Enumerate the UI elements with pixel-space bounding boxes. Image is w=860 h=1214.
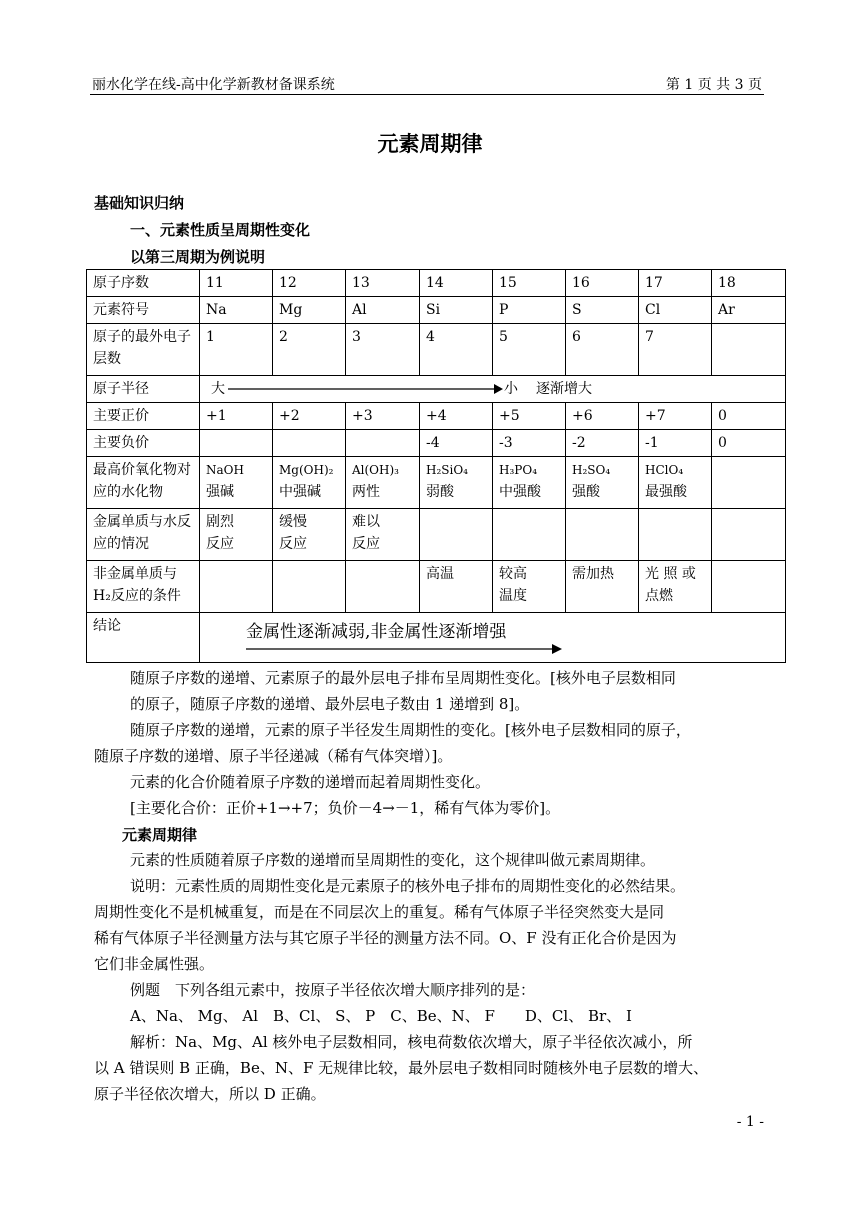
cell: Al [346, 297, 420, 324]
cell: HClO₄ 最强酸 [639, 457, 712, 509]
cell [346, 561, 420, 613]
cell: Na [200, 297, 273, 324]
cell: H₂SiO₄ 弱酸 [420, 457, 493, 509]
law-heading: 元素周期律 [122, 826, 198, 844]
cell: H₂SO₄ 强酸 [566, 457, 639, 509]
paragraph: 说明：元素性质的周期性变化是元素原子的核外电子排布的周期性变化的必然结果。 [130, 877, 686, 895]
cell: +1 [200, 403, 273, 430]
cell [420, 509, 493, 561]
row-symbol [87, 297, 786, 324]
row-radius [87, 376, 786, 403]
cell [712, 561, 786, 613]
cell: 11 [200, 270, 273, 297]
cell: Si [420, 297, 493, 324]
label-hydrate: 最高价氧化物对应的水化物 [87, 457, 200, 509]
row-water [87, 509, 786, 561]
label-water: 金属单质与水反应的情况 [87, 509, 200, 561]
paragraph: 稀有气体原子半径测量方法与其它原子半径的测量方法不同。O、F 没有正化合价是因为 [94, 929, 677, 947]
row-positive-valence [87, 403, 786, 430]
cell: Mg(OH)₂ 中强碱 [273, 457, 346, 509]
page-number: - 1 - [736, 1114, 764, 1130]
cell: S [566, 297, 639, 324]
cell: 13 [346, 270, 420, 297]
cell [273, 561, 346, 613]
header-right: 第 1 页 共 3 页 [665, 77, 762, 93]
paragraph: A、Na、 Mg、 Al B、Cl、 S、 P C、Be、N、 F D、Cl、 Br、 I [130, 1007, 632, 1025]
paragraph: 它们非金属性强。 [94, 955, 215, 973]
cell: 4 [420, 324, 493, 376]
row-conclusion [87, 613, 786, 663]
cell: 难以 反应 [346, 509, 420, 561]
row-negative-valence [87, 430, 786, 457]
row-h2-condition [87, 561, 786, 613]
radius-arrow [228, 382, 503, 396]
section-heading: 基础知识归纳 [94, 194, 185, 212]
cell [273, 430, 346, 457]
subheading-1: 一、元素性质呈周期性变化 [130, 221, 311, 239]
label-neg: 主要负价 [87, 430, 200, 457]
radius-note: 逐渐增大 [536, 381, 592, 397]
paragraph: 随原子序数的递增、元素原子的最外层电子排布呈周期性变化。[核外电子层数相同 [130, 669, 676, 687]
radius-start: 大 [211, 381, 225, 397]
cell: +7 [639, 403, 712, 430]
cell [566, 509, 639, 561]
cell: +3 [346, 403, 420, 430]
cell [200, 430, 273, 457]
cell: 18 [712, 270, 786, 297]
radius-end: 小 [504, 381, 518, 397]
cell: 2 [273, 324, 346, 376]
row-hydrate [87, 457, 786, 509]
cell [493, 509, 566, 561]
cell: 光 照 或 点燃 [639, 561, 712, 613]
page-title: 元素周期律 [377, 132, 483, 156]
paragraph: 随原子序数的递增、原子半径递减（稀有气体突增）]。 [94, 747, 453, 765]
cell: 15 [493, 270, 566, 297]
conclusion-arrow [246, 643, 562, 655]
cell: +5 [493, 403, 566, 430]
cell: -4 [420, 430, 493, 457]
cell: 5 [493, 324, 566, 376]
paragraph: 元素的化合价随着原子序数的递增而起着周期性变化。 [130, 773, 491, 791]
row-outer-electrons [87, 324, 786, 376]
cell [639, 509, 712, 561]
paragraph: 元素的性质随着原子序数的递增而呈周期性的变化，这个规律叫做元素周期律。 [130, 851, 656, 869]
cell: H₃PO₄ 中强酸 [493, 457, 566, 509]
label-symbol: 元素符号 [87, 297, 200, 324]
cell: -3 [493, 430, 566, 457]
paragraph: 解析：Na、Mg、Al 核外电子层数相同，核电荷数依次增大，原子半径依次减小，所 [130, 1033, 693, 1051]
cell: 需加热 [566, 561, 639, 613]
conclusion-cell [200, 613, 786, 663]
header-left: 丽水化学在线-高中化学新教材备课系统 [92, 77, 335, 93]
cell: Cl [639, 297, 712, 324]
cell: -1 [639, 430, 712, 457]
paragraph: 周期性变化不是机械重复，而是在不同层次上的重复。稀有气体原子半径突然变大是同 [94, 903, 665, 921]
cell [712, 509, 786, 561]
cell: -2 [566, 430, 639, 457]
cell [200, 561, 273, 613]
cell: 0 [712, 403, 786, 430]
cell: 高温 [420, 561, 493, 613]
cell: 12 [273, 270, 346, 297]
cell: +4 [420, 403, 493, 430]
row-atomic-number [87, 270, 786, 297]
label-conclusion: 结论 [87, 613, 200, 663]
cell: 3 [346, 324, 420, 376]
cell: 16 [566, 270, 639, 297]
cell: P [493, 297, 566, 324]
cell: Al(OH)₃ 两性 [346, 457, 420, 509]
cell: 1 [200, 324, 273, 376]
cell [712, 457, 786, 509]
cell: +6 [566, 403, 639, 430]
paragraph: [主要化合价：正价+1→+7；负价－4→－1，稀有气体为零价]。 [130, 799, 561, 817]
cell: Mg [273, 297, 346, 324]
cell: 6 [566, 324, 639, 376]
paragraph: 例题 下列各组元素中，按原子半径依次增大顺序排列的是： [130, 981, 536, 999]
label-atomic-number: 原子序数 [87, 270, 200, 297]
cell: Ar [712, 297, 786, 324]
label-h2: 非金属单质与 H₂反应的条件 [87, 561, 200, 613]
radius-arrow-cell [200, 376, 786, 403]
page-header [90, 74, 764, 95]
conclusion-text: 金属性逐渐减弱,非金属性逐渐增强 [246, 622, 507, 642]
cell: +2 [273, 403, 346, 430]
paragraph: 原子半径依次增大，所以 D 正确。 [94, 1085, 326, 1103]
period-table [86, 269, 786, 663]
cell [712, 324, 786, 376]
subheading-2: 以第三周期为例说明 [130, 248, 266, 266]
cell: 17 [639, 270, 712, 297]
cell: 较高 温度 [493, 561, 566, 613]
label-pos: 主要正价 [87, 403, 200, 430]
cell: 剧烈 反应 [200, 509, 273, 561]
cell: 14 [420, 270, 493, 297]
paragraph: 随原子序数的递增，元素的原子半径发生周期性的变化。[核外电子层数相同的原子， [130, 721, 691, 739]
cell: 7 [639, 324, 712, 376]
cell [346, 430, 420, 457]
paragraph: 以 A 错误则 B 正确，Be、N、F 无规律比较，最外层电子数相同时随核外电子层数的增大、 [94, 1059, 709, 1077]
cell: 0 [712, 430, 786, 457]
cell: NaOH 强碱 [200, 457, 273, 509]
paragraph: 的原子，随原子序数的递增、最外层电子数由 1 递增到 8]。 [130, 695, 530, 713]
label-radius: 原子半径 [87, 376, 200, 403]
cell: 缓慢 反应 [273, 509, 346, 561]
label-outer: 原子的最外电子层数 [87, 324, 200, 376]
